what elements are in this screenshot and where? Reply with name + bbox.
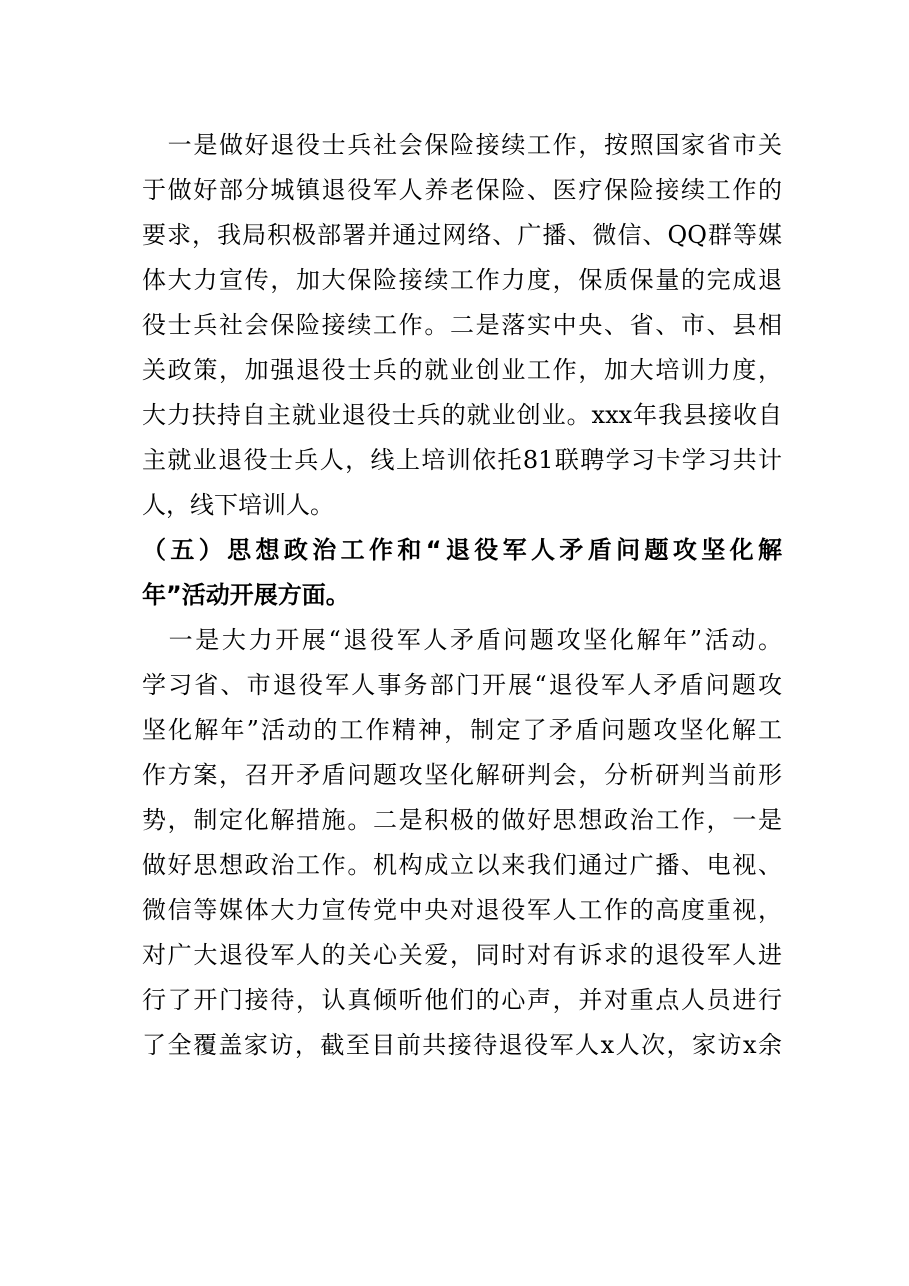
paragraph-1-line-3: 要求，我局积极部署并通过网络、广播、微信、QQ群等媒 [142, 221, 782, 249]
paragraph-2-line-10: 了全覆盖家访，截至目前共接待退役军人x人次，家访x余 [142, 1031, 782, 1059]
paragraph-1-line-9: 人，线下培训人。 [142, 491, 334, 519]
paragraph-2-line-8: 对广大退役军人的关心关爱，同时对有诉求的退役军人进 [142, 941, 782, 969]
paragraph-2-line-7: 微信等媒体大力宣传党中央对退役军人工作的高度重视， [142, 896, 782, 924]
section-heading-line-2: 年”活动开展方面。 [142, 581, 350, 609]
paragraph-1-line-1: 一是做好退役士兵社会保险接续工作，按照国家省市关 [142, 131, 782, 159]
paragraph-1-line-7: 大力扶持自主就业退役士兵的就业创业。xxx年我县接收自 [142, 401, 782, 429]
paragraph-1-line-5: 役士兵社会保险接续工作。二是落实中央、省、市、县相 [142, 311, 782, 339]
paragraph-2-line-2: 学习省、市退役军人事务部门开展“退役军人矛盾问题攻 [142, 671, 782, 699]
paragraph-2-line-9: 行了开门接待，认真倾听他们的心声，并对重点人员进行 [142, 986, 782, 1014]
section-heading-line-1: （五）思想政治工作和“退役军人矛盾问题攻坚化解 [142, 536, 782, 564]
paragraph-2-line-3: 坚化解年”活动的工作精神，制定了矛盾问题攻坚化解工 [142, 716, 782, 744]
paragraph-1-line-2: 于做好部分城镇退役军人养老保险、医疗保险接续工作的 [142, 176, 782, 204]
paragraph-1-line-4: 体大力宣传，加大保险接续工作力度，保质保量的完成退 [142, 266, 782, 294]
paragraph-2-line-1: 一是大力开展“退役军人矛盾问题攻坚化解年”活动。 [142, 626, 782, 654]
paragraph-2-line-4: 作方案，召开矛盾问题攻坚化解研判会，分析研判当前形 [142, 761, 782, 789]
paragraph-2-line-5: 势，制定化解措施。二是积极的做好思想政治工作，一是 [142, 806, 782, 834]
paragraph-1-line-8: 主就业退役士兵人，线上培训依托81联聘学习卡学习共计 [142, 446, 782, 474]
paragraph-2-line-6: 做好思想政治工作。机构成立以来我们通过广播、电视、 [142, 851, 782, 879]
paragraph-1-line-6: 关政策，加强退役士兵的就业创业工作，加大培训力度， [142, 356, 782, 384]
